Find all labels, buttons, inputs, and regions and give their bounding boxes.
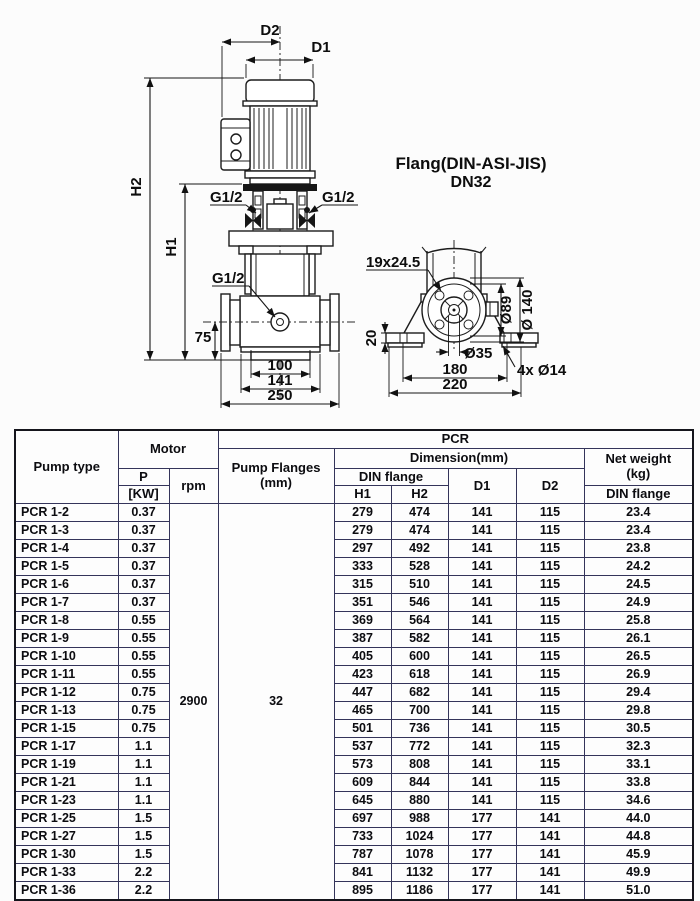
header-dimension: Dimension(mm) xyxy=(334,449,584,469)
header-d1: D1 xyxy=(448,469,516,504)
h1-cell: 733 xyxy=(334,828,391,846)
power-kw-cell: 0.55 xyxy=(118,648,169,666)
table-row xyxy=(15,540,693,558)
dim-label-20: 20 xyxy=(363,329,380,347)
svg-text:G1/2: G1/2 xyxy=(212,270,245,287)
h2-cell: 682 xyxy=(391,684,448,702)
power-kw-cell: 1.1 xyxy=(118,738,169,756)
table-row xyxy=(15,558,693,576)
h1-cell: 369 xyxy=(334,612,391,630)
pump-type-cell: PCR 1-10 xyxy=(15,648,118,666)
net-weight-cell: 25.8 xyxy=(584,612,693,630)
h2-cell: 880 xyxy=(391,792,448,810)
table-row xyxy=(15,702,693,720)
pump-type-cell: PCR 1-7 xyxy=(15,594,118,612)
net-weight-cell: 23.8 xyxy=(584,540,693,558)
svg-text:G1/2: G1/2 xyxy=(322,189,355,206)
d2-cell: 141 xyxy=(516,864,584,882)
dim-label-d2: D2 xyxy=(260,22,280,39)
dim-label-180: 180 xyxy=(442,361,468,378)
net-weight-cell: 33.1 xyxy=(584,756,693,774)
header-rpm: rpm xyxy=(169,469,218,504)
d1-cell: 141 xyxy=(448,630,516,648)
power-kw-cell: 1.5 xyxy=(118,846,169,864)
h1-cell: 501 xyxy=(334,720,391,738)
dim-label-h2: H2 xyxy=(128,177,145,197)
header-net-weight-line2: (kg) xyxy=(626,466,651,481)
h2-cell: 564 xyxy=(391,612,448,630)
h1-cell: 895 xyxy=(334,882,391,901)
motor-body xyxy=(243,106,317,191)
d1-cell: 177 xyxy=(448,810,516,828)
h1-cell: 609 xyxy=(334,774,391,792)
d2-cell: 115 xyxy=(516,756,584,774)
d1-cell: 141 xyxy=(448,648,516,666)
d1-cell: 141 xyxy=(448,558,516,576)
power-kw-cell: 0.37 xyxy=(118,504,169,522)
h2-cell: 474 xyxy=(391,504,448,522)
dim-label-dia140: Ø 140 xyxy=(519,289,536,331)
net-weight-cell: 51.0 xyxy=(584,882,693,901)
h1-cell: 315 xyxy=(334,576,391,594)
net-weight-cell: 45.9 xyxy=(584,846,693,864)
net-weight-cell: 29.4 xyxy=(584,684,693,702)
label-g12-right xyxy=(309,189,358,213)
svg-text:G1/2: G1/2 xyxy=(210,189,243,206)
h1-cell: 465 xyxy=(334,702,391,720)
header-h2: H2 xyxy=(391,486,448,504)
pump-type-cell: PCR 1-9 xyxy=(15,630,118,648)
h1-cell: 787 xyxy=(334,846,391,864)
net-weight-cell: 32.3 xyxy=(584,738,693,756)
net-weight-cell: 26.5 xyxy=(584,648,693,666)
net-weight-cell: 23.4 xyxy=(584,522,693,540)
d1-cell: 141 xyxy=(448,756,516,774)
dim-slot xyxy=(366,254,441,291)
h2-cell: 772 xyxy=(391,738,448,756)
d1-cell: 177 xyxy=(448,864,516,882)
h1-cell: 333 xyxy=(334,558,391,576)
pump-type-cell: PCR 1-21 xyxy=(15,774,118,792)
dim-holes xyxy=(503,346,567,379)
pump-type-cell: PCR 1-27 xyxy=(15,828,118,846)
header-p: P xyxy=(118,469,169,486)
header-d2: D2 xyxy=(516,469,584,504)
header-pcr: PCR xyxy=(218,430,693,449)
net-weight-cell: 23.4 xyxy=(584,504,693,522)
rpm-value-cell: 2900 xyxy=(169,504,218,901)
pump-type-cell: PCR 1-4 xyxy=(15,540,118,558)
d2-cell: 115 xyxy=(516,540,584,558)
table-row xyxy=(15,792,693,810)
h1-cell: 447 xyxy=(334,684,391,702)
terminal-box xyxy=(221,119,250,170)
d2-cell: 115 xyxy=(516,774,584,792)
header-h1: H1 xyxy=(334,486,391,504)
d1-cell: 177 xyxy=(448,882,516,901)
pump-table-body xyxy=(15,504,693,901)
net-weight-cell: 34.6 xyxy=(584,792,693,810)
pump-type-cell: PCR 1-19 xyxy=(15,756,118,774)
header-din-flange: DIN flange xyxy=(334,469,448,486)
pump-type-cell: PCR 1-30 xyxy=(15,846,118,864)
h2-cell: 528 xyxy=(391,558,448,576)
power-kw-cell: 0.55 xyxy=(118,612,169,630)
d2-cell: 115 xyxy=(516,576,584,594)
power-kw-cell: 1.1 xyxy=(118,774,169,792)
dim-label-220: 220 xyxy=(442,376,468,393)
power-kw-cell: 2.2 xyxy=(118,882,169,901)
table-row xyxy=(15,594,693,612)
flange-view xyxy=(363,154,567,397)
d2-cell: 115 xyxy=(516,720,584,738)
h2-cell: 1132 xyxy=(391,864,448,882)
table-row xyxy=(15,648,693,666)
power-kw-cell: 0.37 xyxy=(118,576,169,594)
d1-cell: 141 xyxy=(448,774,516,792)
h1-cell: 573 xyxy=(334,756,391,774)
h2-cell: 1186 xyxy=(391,882,448,901)
table-row xyxy=(15,576,693,594)
table-row xyxy=(15,630,693,648)
pump-type-cell: PCR 1-13 xyxy=(15,702,118,720)
pump-type-cell: PCR 1-12 xyxy=(15,684,118,702)
flange-subtitle: DN32 xyxy=(450,174,492,191)
pump-type-cell: PCR 1-33 xyxy=(15,864,118,882)
net-weight-cell: 49.9 xyxy=(584,864,693,882)
h2-cell: 700 xyxy=(391,702,448,720)
dim-label-slot: 19x24.5 xyxy=(366,254,421,271)
technical-drawing xyxy=(0,0,700,424)
motor-base-band xyxy=(243,184,317,191)
power-kw-cell: 0.55 xyxy=(118,630,169,648)
h1-cell: 351 xyxy=(334,594,391,612)
d1-cell: 141 xyxy=(448,594,516,612)
power-kw-cell: 2.2 xyxy=(118,864,169,882)
d2-cell: 115 xyxy=(516,702,584,720)
h1-cell: 279 xyxy=(334,504,391,522)
pump-type-cell: PCR 1-11 xyxy=(15,666,118,684)
table-row xyxy=(15,666,693,684)
table-row xyxy=(15,846,693,864)
header-kw: [KW] xyxy=(118,486,169,504)
d2-cell: 141 xyxy=(516,882,584,901)
power-kw-cell: 0.37 xyxy=(118,558,169,576)
net-weight-cell: 44.8 xyxy=(584,828,693,846)
power-kw-cell: 1.1 xyxy=(118,756,169,774)
power-kw-cell: 0.37 xyxy=(118,540,169,558)
header-net-weight xyxy=(584,449,693,486)
d2-cell: 141 xyxy=(516,828,584,846)
dim-label-holes: 4x Ø14 xyxy=(517,362,567,379)
dim-label-141: 141 xyxy=(267,372,293,389)
header-pump-flanges-line2: (mm) xyxy=(260,475,292,490)
pump-dimension-table xyxy=(14,429,694,901)
dim-label-100: 100 xyxy=(267,357,293,374)
pump-type-cell: PCR 1-5 xyxy=(15,558,118,576)
table-row xyxy=(15,756,693,774)
d1-cell: 141 xyxy=(448,792,516,810)
table-row xyxy=(15,738,693,756)
h2-cell: 474 xyxy=(391,522,448,540)
d2-cell: 115 xyxy=(516,594,584,612)
d2-cell: 115 xyxy=(516,558,584,576)
dim-label-250: 250 xyxy=(267,387,293,404)
header-motor: Motor xyxy=(118,430,218,469)
table-row xyxy=(15,684,693,702)
d2-cell: 115 xyxy=(516,738,584,756)
net-weight-cell: 26.9 xyxy=(584,666,693,684)
header-pump-type: Pump type xyxy=(15,430,118,504)
d1-cell: 141 xyxy=(448,720,516,738)
label-g12-left xyxy=(210,189,256,213)
net-weight-cell: 24.9 xyxy=(584,594,693,612)
d1-cell: 177 xyxy=(448,828,516,846)
flange-circle xyxy=(422,278,498,342)
h2-cell: 844 xyxy=(391,774,448,792)
h2-cell: 582 xyxy=(391,630,448,648)
d2-cell: 115 xyxy=(516,684,584,702)
pump-type-cell: PCR 1-15 xyxy=(15,720,118,738)
h1-cell: 423 xyxy=(334,666,391,684)
d1-cell: 141 xyxy=(448,612,516,630)
net-weight-cell: 33.8 xyxy=(584,774,693,792)
net-weight-cell: 26.1 xyxy=(584,630,693,648)
h2-cell: 808 xyxy=(391,756,448,774)
dim-label-dia89: Ø89 xyxy=(498,295,515,325)
pump-side-view xyxy=(128,22,358,408)
h2-cell: 1078 xyxy=(391,846,448,864)
d1-cell: 141 xyxy=(448,702,516,720)
h1-cell: 537 xyxy=(334,738,391,756)
d2-cell: 115 xyxy=(516,612,584,630)
h1-cell: 279 xyxy=(334,522,391,540)
pump-type-cell: PCR 1-25 xyxy=(15,810,118,828)
power-kw-cell: 1.5 xyxy=(118,810,169,828)
dim-label-h1: H1 xyxy=(163,237,180,257)
header-net-weight-sub: DIN flange xyxy=(584,486,693,504)
header-pump-flanges-line1: Pump Flanges xyxy=(231,460,321,476)
dim-d1 xyxy=(246,39,331,78)
h1-cell: 697 xyxy=(334,810,391,828)
d2-cell: 115 xyxy=(516,522,584,540)
net-weight-cell: 44.0 xyxy=(584,810,693,828)
pump-base xyxy=(203,294,357,360)
net-weight-cell: 29.8 xyxy=(584,702,693,720)
dim-label-d1: D1 xyxy=(311,39,331,56)
power-kw-cell: 1.5 xyxy=(118,828,169,846)
power-kw-cell: 0.37 xyxy=(118,594,169,612)
flange-title: Flang(DIN-ASI-JIS) xyxy=(395,154,547,173)
net-weight-cell: 24.5 xyxy=(584,576,693,594)
net-weight-cell: 30.5 xyxy=(584,720,693,738)
pump-type-cell: PCR 1-2 xyxy=(15,504,118,522)
d2-cell: 115 xyxy=(516,792,584,810)
d2-cell: 115 xyxy=(516,504,584,522)
table-row xyxy=(15,810,693,828)
power-kw-cell: 0.75 xyxy=(118,702,169,720)
h2-cell: 988 xyxy=(391,810,448,828)
d2-cell: 141 xyxy=(516,846,584,864)
header-net-weight-line1: Net weight xyxy=(605,451,672,467)
pump-type-cell: PCR 1-23 xyxy=(15,792,118,810)
dim-label-dia35: Ø35 xyxy=(464,345,493,362)
d1-cell: 141 xyxy=(448,540,516,558)
h1-cell: 387 xyxy=(334,630,391,648)
power-kw-cell: 1.1 xyxy=(118,792,169,810)
d2-cell: 115 xyxy=(516,630,584,648)
power-kw-cell: 0.75 xyxy=(118,684,169,702)
pump-head-plate xyxy=(229,231,333,254)
net-weight-cell: 24.2 xyxy=(584,558,693,576)
table-row xyxy=(15,774,693,792)
table-row xyxy=(15,504,693,522)
pump-type-cell: PCR 1-17 xyxy=(15,738,118,756)
d2-cell: 141 xyxy=(516,810,584,828)
d2-cell: 115 xyxy=(516,648,584,666)
h1-cell: 645 xyxy=(334,792,391,810)
d1-cell: 177 xyxy=(448,846,516,864)
h1-cell: 297 xyxy=(334,540,391,558)
pump-flanges-value-cell: 32 xyxy=(218,504,334,901)
flange-lug xyxy=(486,302,498,316)
h2-cell: 1024 xyxy=(391,828,448,846)
table-row xyxy=(15,612,693,630)
d1-cell: 141 xyxy=(448,738,516,756)
pump-type-cell: PCR 1-36 xyxy=(15,882,118,901)
pump-type-cell: PCR 1-3 xyxy=(15,522,118,540)
d1-cell: 141 xyxy=(448,576,516,594)
h2-cell: 546 xyxy=(391,594,448,612)
dim-label-75: 75 xyxy=(194,329,212,346)
table-row xyxy=(15,864,693,882)
coupling-section xyxy=(253,191,307,229)
table-row xyxy=(15,828,693,846)
motor-fan-cover xyxy=(243,80,317,106)
d2-cell: 115 xyxy=(516,666,584,684)
d1-cell: 141 xyxy=(448,504,516,522)
header-pump-flanges xyxy=(218,449,334,504)
pump-cylinder xyxy=(245,254,315,296)
h2-cell: 492 xyxy=(391,540,448,558)
table-row xyxy=(15,882,693,901)
pump-type-cell: PCR 1-6 xyxy=(15,576,118,594)
power-kw-cell: 0.75 xyxy=(118,720,169,738)
d1-cell: 141 xyxy=(448,684,516,702)
table-row xyxy=(15,522,693,540)
pump-type-cell: PCR 1-8 xyxy=(15,612,118,630)
h2-cell: 736 xyxy=(391,720,448,738)
h1-cell: 841 xyxy=(334,864,391,882)
d1-cell: 141 xyxy=(448,522,516,540)
h2-cell: 600 xyxy=(391,648,448,666)
power-kw-cell: 0.37 xyxy=(118,522,169,540)
power-kw-cell: 0.55 xyxy=(118,666,169,684)
d1-cell: 141 xyxy=(448,666,516,684)
table-row xyxy=(15,720,693,738)
h2-cell: 510 xyxy=(391,576,448,594)
h1-cell: 405 xyxy=(334,648,391,666)
h2-cell: 618 xyxy=(391,666,448,684)
